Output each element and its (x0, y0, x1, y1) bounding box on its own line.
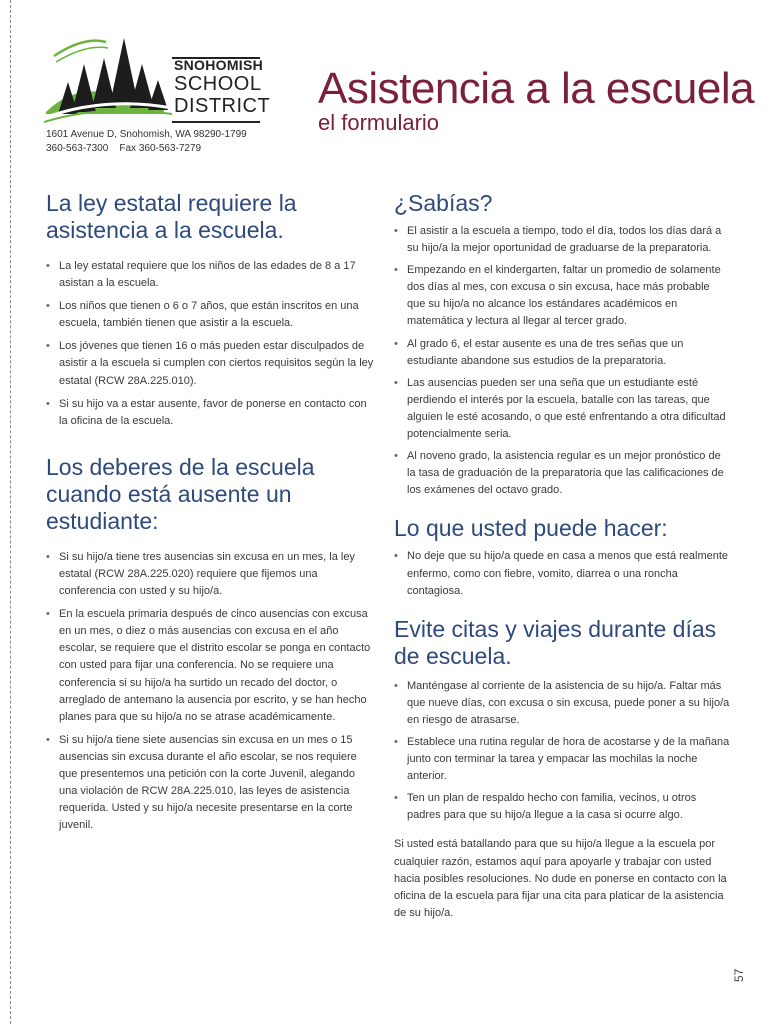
section-heading: Los deberes de la escuela cuando está ausente un estudiante: (46, 453, 315, 534)
section-heading: Lo que usted puede hacer: (394, 515, 668, 542)
bullet-list (46, 549, 376, 835)
bullet-list (394, 548, 730, 599)
left-column (46, 190, 376, 834)
section-heading: ¿Sabías? (394, 190, 493, 216)
list-item: • Empezando en el kindergarten, faltar un promedio de solamente dos días al mes, con excusa o sin excusa, hace más probable que su hijo/a no alcance los estándares académicos en matemática y lectura al llegar al tercer grado. (394, 262, 730, 330)
address-line: 1601 Avenue D, Snohomish, WA 98290-1799 (46, 129, 247, 140)
list-item: • El asistir a la escuela a tiempo, todo el día, todos los días dará a su hijo/a la mejor oportunidad de graduarse de la preparatoria. (394, 223, 730, 257)
closing-paragraph: Si usted está batallando para que su hijo/a llegue a la escuela por cualquier razón, estamos aquí para apoyarle y trabajar con usted hacia posibles resoluciones. No dude en ponerse en contacto con la oficina de la escuela para fijar una cita para platicar de la asistencia de su hijo/a. (394, 838, 727, 919)
bullet-list (394, 223, 730, 499)
logo-line-3: DISTRICT (174, 95, 271, 117)
list-item: • Si su hijo/a tiene tres ausencias sin excusa en un mes, la ley estatal (RCW 28A.225.020) requiere que fijemos una conferencia con usted y su hijo/a. (46, 549, 376, 600)
list-item: • Ten un plan de respaldo hecho con familia, vecinos, u otros padres para que su hijo/a llegue a la casa si ocurre algo. (394, 790, 730, 824)
district-logo (44, 34, 274, 124)
page-number: 57 (732, 968, 746, 982)
bullet-list (46, 258, 376, 430)
list-item: • Los niños que tienen o 6 o 7 años, que están inscritos en una escuela, también tienen que asistir a la escuela. (46, 298, 376, 332)
tree-logo-icon (44, 34, 174, 124)
list-item: • Manténgase al corriente de la asistencia de su hijo/a. Faltar más que nueve días, con excusa o sin excusa, puede poner a su hijo/a en riesgo de atrasarse. (394, 678, 730, 729)
list-item: • No deje que su hijo/a quede en casa a menos que está realmente enfermo, como con fiebre, vomito, diarrea o una roncha contagiosa. (394, 548, 730, 599)
list-item: • Establece una rutina regular de hora de acostarse y de la mañana junto con terminar la tarea y empacar las mochilas la noche anterior. (394, 734, 730, 785)
logo-line-1: SNOHOMISH (174, 57, 264, 73)
section-heading: Evite citas y viajes durante días de escuela. (394, 615, 717, 669)
list-item: • Las ausencias pueden ser una seña que un estudiante esté perdiendo el interés por la escuela, batalle con las tareas, que alguien le esté acosando, o que esté enfrentando a otra dificultad potencialmente seria. (394, 375, 730, 443)
list-item: • Si su hijo/a tiene siete ausencias sin excusa en un mes o 15 ausencias sin excusa durante el año escolar, se nos requiere que presentemos una petición con la corte Juvenil, alegando una violación de RCW 28A.225.010, las leyes de asistencia requerida. Usted y su hijo/a necesite presentarse en la corte juvenil. (46, 732, 376, 835)
phone-line: 360-563-7300 Fax 360-563-7279 (46, 143, 202, 154)
list-item: • Al noveno grado, la asistencia regular es un mejor pronóstico de la tasa de graduación de la preparatoria que las calificaciones de los exámenes del octavo grado. (394, 448, 730, 499)
logo-wordmark (174, 58, 270, 116)
list-item: • Los jóvenes que tienen 16 o más pueden estar disculpados de asistir a la escuela si cumplen con ciertos requisitos según la ley estatal (RCW 28A.225.010). (46, 338, 376, 389)
bullet-list (394, 678, 730, 825)
page-subtitle: el formulario (318, 110, 440, 135)
right-column (394, 190, 730, 922)
list-item: • La ley estatal requiere que los niños de las edades de 8 a 17 asistan a la escuela. (46, 258, 376, 292)
cut-line (10, 0, 11, 1024)
list-item: • Al grado 6, el estar ausente es una de tres señas que un estudiante abandone sus estudios de la preparatoria. (394, 336, 730, 370)
list-item: • Si su hijo va a estar ausente, favor de ponerse en contacto con la oficina de la escuela. (46, 396, 376, 430)
district-address (46, 128, 247, 156)
logo-line-2: SCHOOL (174, 73, 262, 95)
list-item: • En la escuela primaria después de cinco ausencias con excusa en un mes, o diez o más ausencias con excusa en el año escolar, se requiere que el distrito escolar se ponga en contacto con usted para fijar una conferencia. No se requiere una conferencia si su hijo/a ha surtido un recado del doctor, o arreglado de antemano la ausencia por escrito, y se han hecho planes para que su hijo/a no se atrase académicamente. (46, 606, 376, 726)
section-heading: La ley estatal requiere la asistencia a la escuela. (46, 190, 297, 243)
page-title: Asistencia a la escuela (318, 64, 755, 113)
